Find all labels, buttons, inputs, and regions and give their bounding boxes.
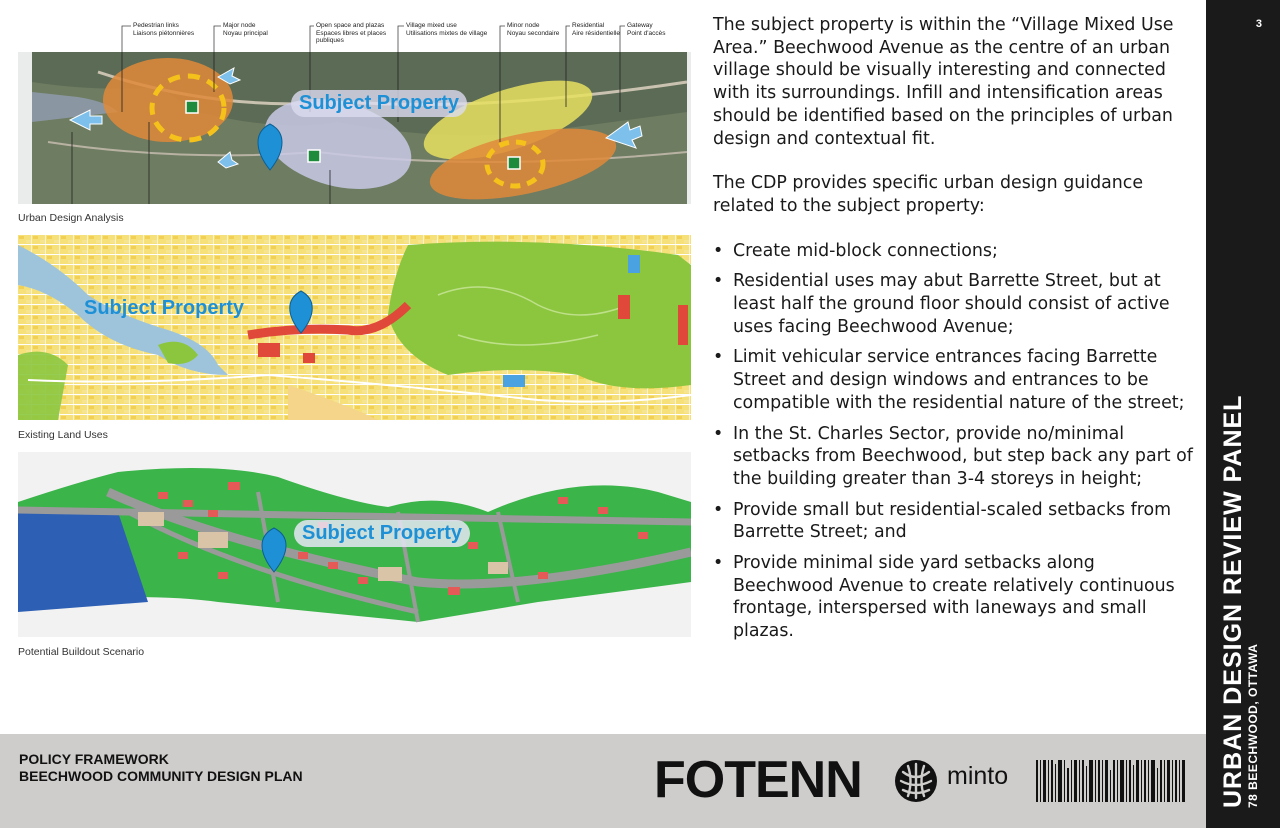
sidebar-title-sub: 78 BEECHWOOD, OTTAWA (1246, 643, 1260, 808)
list-item (713, 240, 1193, 263)
legend-leader-lines (18, 14, 691, 54)
caption-land-uses: Existing Land Uses (18, 429, 108, 441)
policy-text (713, 14, 1193, 651)
list-item-text: In the St. Charles Sector, provide no/minimal setbacks from Beechwood, but step back any part of the building greater than 3-4 storeys in height; (733, 423, 1193, 489)
legend-open-space: Open space and plazas Espaces libres et places publiques (316, 22, 387, 44)
minto-emblem-icon (893, 758, 939, 804)
guidance-paragraph: The CDP provides specific urban design guidance related to the subject property: (713, 173, 1144, 216)
bullet-glyph: • (713, 553, 724, 574)
guidance-list (713, 240, 1193, 643)
subject-property-label: Subject Property (291, 90, 467, 117)
list-item (713, 270, 1193, 338)
subject-property-label-2: Subject Property (84, 297, 245, 319)
list-item-text: Create mid-block connections; (733, 240, 998, 261)
legend-minor-node: Minor node Noyau secondaire (507, 22, 560, 37)
list-item (713, 423, 1193, 491)
minto-wordmark: minto (947, 762, 1009, 790)
legend-gateway: Gateway Point d'accès (627, 22, 666, 37)
legend-residential: Residential Aire résidentielle (572, 22, 621, 37)
fotenn-logo: FOTENN (654, 751, 862, 809)
page-number: 3 (1255, 18, 1262, 30)
bullet-glyph: • (713, 271, 724, 292)
caption-analysis: Urban Design Analysis (18, 212, 124, 224)
caption-buildout: Potential Buildout Scenario (18, 646, 145, 658)
legend-major-node: Major node Noyau principal (223, 22, 268, 37)
list-item-text: Limit vehicular service entrances facing Barrette Street and design windows and entrances to be compatible with the residential nature of the street; (733, 347, 1185, 413)
sidebar-title-main: URBAN DESIGN REVIEW PANEL (1219, 394, 1247, 808)
legend-village: Village mixed use Utilisations mixtes de village (406, 22, 488, 37)
bullet-glyph: • (713, 499, 724, 520)
intro-paragraph: The subject property is within the “Village Mixed Use Area.” Beechwood Avenue as the centre of an urban village should be visually interesting and connected with its surroundings. Infill and intensification areas should be identified based on the principles of urban design and contextual fit. (713, 15, 1174, 149)
minto-logo (893, 758, 1009, 809)
list-item (713, 552, 1193, 643)
list-item (713, 499, 1193, 544)
footer-line-2: BEECHWOOD COMMUNITY DESIGN PLAN (19, 768, 303, 784)
footer-title (19, 751, 303, 785)
existing-land-uses-map (18, 235, 691, 420)
barcode-logo (1036, 760, 1186, 802)
legend-pedestrian: Pedestrian links Liaisons piétonnières (133, 22, 195, 37)
bullet-glyph: • (713, 423, 724, 444)
urban-design-analysis-map (18, 52, 691, 204)
list-item-text: Provide minimal side yard setbacks along Beechwood Avenue to create relatively continuous frontage, interspersed with laneways and small plazas. (733, 553, 1175, 642)
footer-bar (0, 734, 1206, 828)
subject-property-label-3: Subject Property (294, 520, 470, 547)
sidebar-title (1220, 395, 1260, 808)
footer-line-1: POLICY FRAMEWORK (19, 751, 169, 767)
map-legend (18, 14, 691, 54)
bullet-glyph: • (713, 347, 724, 368)
potential-buildout-map (18, 452, 691, 637)
list-item-text: Residential uses may abut Barrette Street, but at least half the ground floor should consist of active uses facing Beechwood Avenue; (733, 271, 1170, 337)
sidebar (1206, 0, 1280, 828)
list-item-text: Provide small but residential-scaled setbacks from Barrette Street; and (733, 499, 1172, 543)
list-item (713, 346, 1193, 414)
bullet-glyph: • (713, 240, 724, 261)
